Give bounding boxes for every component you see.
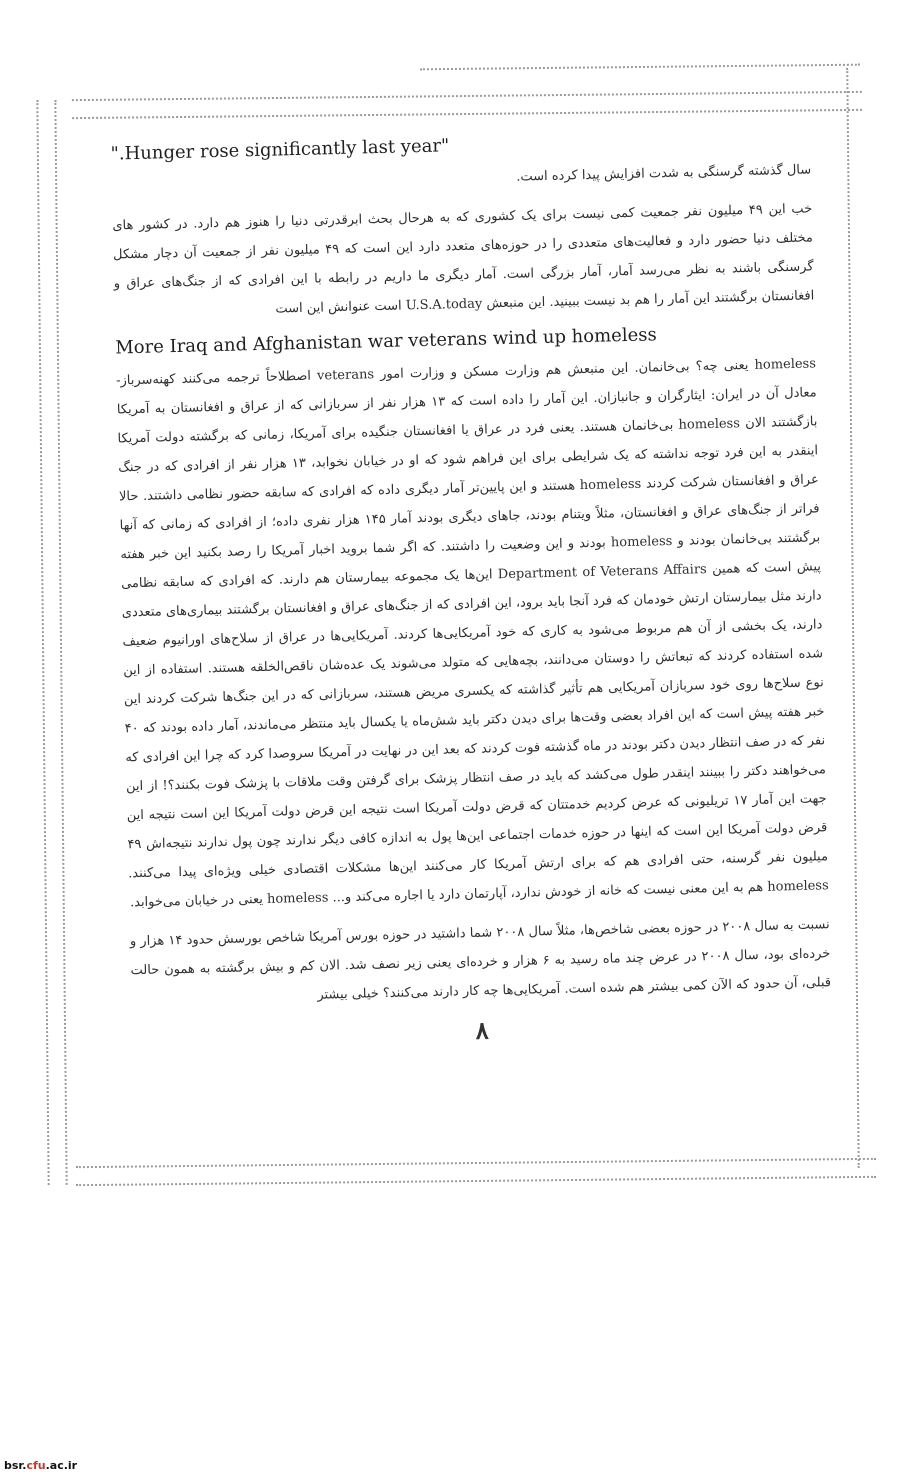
watermark-suffix: .ac.ir [45, 1459, 78, 1472]
page-number: ۸ [475, 1015, 489, 1045]
heading-veterans: More Iraq and Afghanistan war veterans wind up homeless [115, 324, 657, 359]
decorative-border-left [36, 100, 67, 1185]
paragraph-hunger-stats: خب این ۴۹ میلیون نفر جمعیت کمی نیست برای یک کشوری که به هرحال بحث ابرقدرتی دنیا را هنوز هم دارد. در کشور های مختلف دنیا حضور دارد و فعالیت‌های متعددی را در حوزه‌های متعدد دارد این است که ۴۹ میلیون نفر از جمعیت آن دچار مشکل گرسنگی باشند به نظر می‌رسد آمار، آمار بزرگی است. آمار دیگری ما داریم در رابطه با این افرادی که از جنگ‌های عراق و افغانستان برگشتند این آمار را هم بد نیست ببینید. این منبعش U.S.A.today است عنوانش این است [112, 201, 815, 317]
decorative-border-top [72, 91, 862, 119]
paragraph-veterans: homeless یعنی چه؟ بی‌خانمان. این منبعش هم وزارت مسکن و وزارت امور veterans اصطلاحاً ترجمه می‌کنند کهنه‌سرباز- معادل آن در ایران: ایثارگران و جانبازان. این آمار را داده است که ۱۳ هزار نفر از سربازانی که از عراق و افغانستان به آمریکا بازگشتند الان homeless بی‌خانمان هستند. یعنی فرد در عراق یا افغانستان جنگیده برای آمریکا، زمانی که برگشته دولت آمریکا اینقدر به این فرد توجه نداشته که یک شرایطی برای این فراهم شود که او در خیابان نخوابد، ۱۳ هزار نفر از افرادی که در جنگ عراق و افغانستان شرکت کردند homeless هستند و این پایین‌تر آمار دیگری داده که افرادی که سابقه حضور نظامی داشتند. حالا فراتر از جنگ‌های عراق و افغانستان، مثلاً ویتنام بودند، جاهای دیگری بودند آمار ۱۴۵ هزار نفری داده؛ از افرادی که زمانی که آنها برگشتند بی‌خانمان بودند و homeless بودند و این وضعیت را داشتند. که اگر شما بروید اخبار آمریکا را رصد بکنید این خبر هفته پیش است که همین Department of Veterans Affairs این‌ها یک مجموعه بیمارستان هم دارند. که افرادی که سابقه نظامی دارند مثل بیمارستان ارتش خودمان که فرد آنجا باید برود، این افرادی که از جنگ‌های عراق و افغانستان برگشتند بیماری‌های متعددی دارند، یک بخشی از آن هم مربوط می‌شود به کاری که خود آمریکایی‌ها کردند. آمریکایی‌ها در عراق از سلاح‌های اورانیوم ضعیف شده استفاده کردند که تبعاتش را دوستان می‌دانند، بچه‌هایی که متولد می‌شوند یک عده‌شان ناقص‌الخلقه هستند. استفاده از این نوع سلاح‌ها روی خود سربازان آمریکایی هم تأثیر گذاشته که یکسری مریض هستند، سربازانی که در این جنگ‌ها شرکت کردند این خبر هفته پیش است که این افراد بعضی وقت‌ها برای دیدن دکتر باید شش‌ماه یا یکسال باید منتظر می‌ماندند، آمار داده بودند که ۴۰ نفر که در صف انتظار دیدن دکتر بودند در ماه گذشته فوت کردند که بعد این در نهایت در آمریکا سروصدا کرد که چرا این افرادی که می‌خواهند دکتر را ببینند اینقدر طول می‌کشد که باید در صف انتظار پزشک برای گرفتن وقت ملاقات با پزشک فوت بکنند؟! از این جهت این آمار ۱۷ تریلیونی که عرض کردیم خدمتتان که قرض دولت آمریکا است نتیجه این قرض دولت آمریکا این است نتیجه این قرض دولت آمریکا این است که اینها در حوزه خدمات اجتماعی این‌ها پول به اندازه کافی دیگر ندارند چون پول ندارند نتیجه‌اش ۴۹ میلیون نفر گرسنه، حتی افرادی هم که برای ارتش آمریکا کار می‌کنند این‌ها مشکلات اقتصادی خیلی ویژه‌ای پیدا می‌کنند. homeless هم به این معنی نیست که خانه از خودش ندارد، آپارتمان دارد یا اجاره می‌کند و... homeless یعنی در خیابان می‌خوابد. [115, 356, 829, 911]
watermark-accent: cfu [26, 1459, 46, 1472]
heading-hunger: ".Hunger rose significantly last year" [110, 135, 450, 165]
paragraph-stock-index: نسبت به سال ۲۰۰۸ در حوزه بعضی شاخص‌ها، مثلاً سال ۲۰۰۸ شما داشتید در حوزه بورس آمریکا شاخص بورسش حدود ۱۴ هزار و خرده‌ای بود، سال ۲۰۰۸ در عرض چند ماه رسید به ۶ هزار و خرده‌ای یعنی زیر نصف شد. الان کم و بیش برگشته به همون حالت قبلی، آن حدود که الآن کمی بیشتر هم شده است. آمریکایی‌ها چه کار دارند می‌کنند؟ خیلی بیشتر [129, 917, 832, 1003]
decorative-border-right [846, 68, 870, 1168]
decorative-border-bottom [76, 1158, 876, 1186]
decorative-border-top-outer [420, 64, 860, 85]
source-watermark [4, 1459, 77, 1472]
page-content [110, 116, 832, 1053]
watermark-prefix: bsr. [4, 1459, 27, 1472]
paragraph-intro: سال گذشته گرسنگی به شدت افزایش پیدا کرده است. [516, 162, 812, 185]
